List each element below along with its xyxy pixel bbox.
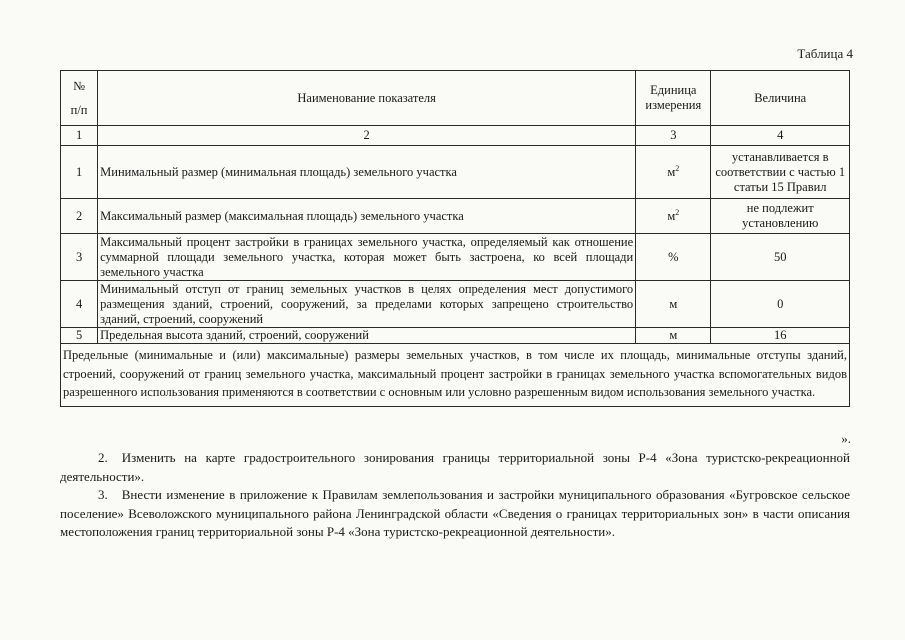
row-unit-superscript: 2 xyxy=(675,207,680,217)
header-number-line1: № xyxy=(73,79,86,93)
column-index-cell: 1 xyxy=(61,126,98,146)
paragraph-number: 3. xyxy=(98,487,108,502)
row-unit-base: м xyxy=(667,164,676,179)
table-note-row xyxy=(61,344,850,407)
row-number: 3 xyxy=(61,234,98,281)
row-value: устанавливается в соответствии с частью 1 статьи 15 Правил xyxy=(711,146,850,199)
table-row xyxy=(61,199,850,234)
row-value: 50 xyxy=(711,234,850,281)
table-note: Предельные (минимальные и (или) максимальные) размеры земельных участков, в том числе их площадь, минимальные отступы зданий, строений, сооружений от границ земельного участка, максимальный процент застройки в границах земельного участка вспомогательных видов разрешенного использования применяются в соответствии с основным или условно разрешенным видом использования земельного участка. xyxy=(61,344,850,407)
parameters-table xyxy=(60,70,850,407)
header-unit: Единица измерения xyxy=(636,71,711,126)
table-row xyxy=(61,234,850,281)
row-unit-base: % xyxy=(668,249,679,264)
column-index-cell: 4 xyxy=(711,126,850,146)
table-caption: Таблица 4 xyxy=(797,46,853,61)
row-unit-base: м xyxy=(669,296,678,311)
column-index-cell: 2 xyxy=(98,126,636,146)
header-value: Величина xyxy=(711,71,850,126)
row-name: Минимальный отступ от границ земельных участков в целях определения мест допустимого размещения зданий, строений, сооружений, за пределами которых запрещено строительство зданий, строений, сооружений xyxy=(98,281,636,328)
row-unit xyxy=(636,328,711,344)
column-index-cell: 3 xyxy=(636,126,711,146)
row-name: Максимальный размер (максимальная площадь) земельного участка xyxy=(98,199,636,234)
paragraph-text: Внести изменение в приложение к Правилам землепользования и застройки муниципального образования «Бугровское сельское поселение» Всеволожского муниципального района Ленинградской области «Сведения о границах территориальных зон» в части описания местоположения границ территориальной зоны Р-4 «Зона туристско-рекреационной деятельности». xyxy=(60,487,850,539)
row-name: Максимальный процент застройки в границах земельного участка, определяемый как отношение суммарной площади земельного участка, которая может быть застроена, ко всей площади земельного участка xyxy=(98,234,636,281)
row-name: Минимальный размер (минимальная площадь) земельного участка xyxy=(98,146,636,199)
row-unit xyxy=(636,146,711,199)
header-number-line2: п/п xyxy=(70,103,88,117)
row-number: 4 xyxy=(61,281,98,328)
row-number: 1 xyxy=(61,146,98,199)
header-number xyxy=(61,71,98,126)
row-number: 5 xyxy=(61,328,98,344)
row-value: 16 xyxy=(711,328,850,344)
paragraph-number: 2. xyxy=(98,450,108,465)
paragraph-2 xyxy=(60,449,850,486)
row-number: 2 xyxy=(61,199,98,234)
paragraph-3 xyxy=(60,486,850,542)
column-index-row xyxy=(61,126,850,146)
table-row xyxy=(61,281,850,328)
row-unit xyxy=(636,199,711,234)
row-name: Предельная высота зданий, строений, сооружений xyxy=(98,328,636,344)
table-row xyxy=(61,328,850,344)
table-header-row xyxy=(61,71,850,126)
row-value: 0 xyxy=(711,281,850,328)
closing-quote: ». xyxy=(841,431,851,446)
row-unit-superscript: 2 xyxy=(675,163,680,173)
header-name: Наименование показателя xyxy=(98,71,636,126)
paragraph-text: Изменить на карте градостроительного зонирования границы территориальной зоны Р-4 «Зона туристско-рекреационной деятельности». xyxy=(60,450,850,484)
row-unit-base: м xyxy=(667,208,676,223)
row-unit-base: м xyxy=(669,328,678,342)
row-unit xyxy=(636,281,711,328)
row-value: не подлежит установлению xyxy=(711,199,850,234)
table-row xyxy=(61,146,850,199)
row-unit xyxy=(636,234,711,281)
